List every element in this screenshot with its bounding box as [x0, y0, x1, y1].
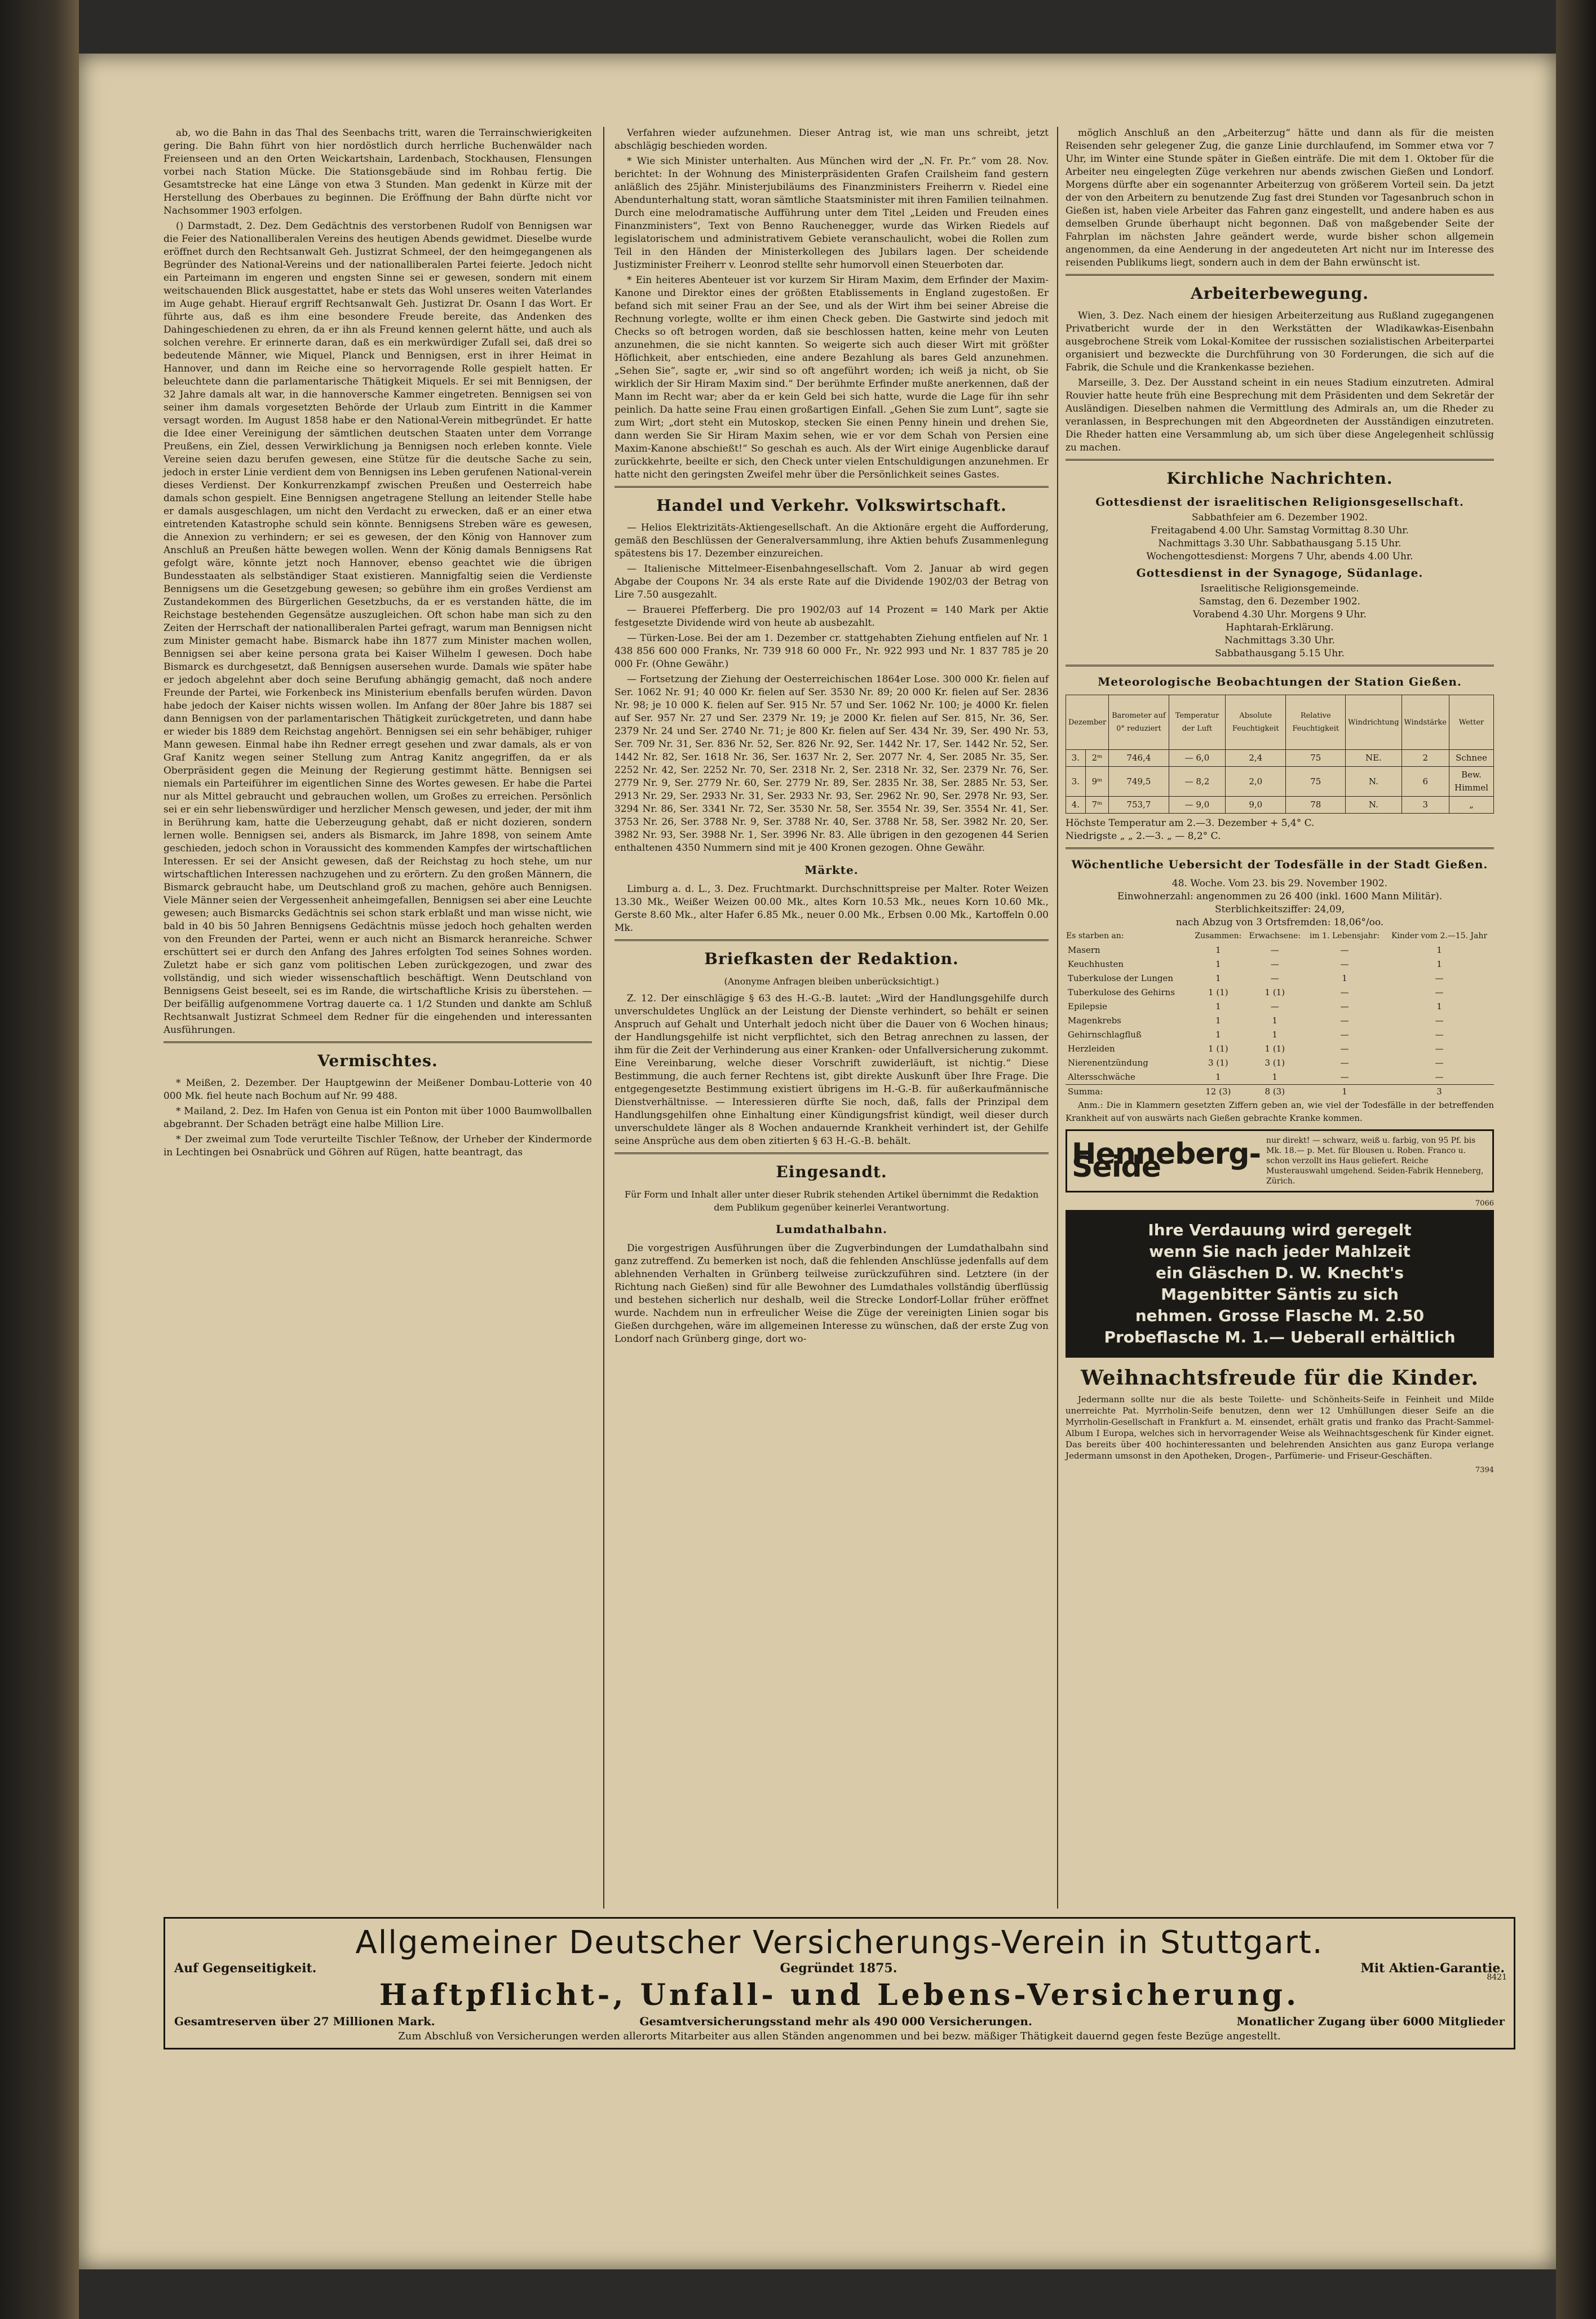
table-row [1066, 1085, 1494, 1099]
table-cell: 749,5 [1109, 767, 1169, 797]
table-cell: — [1435, 987, 1444, 997]
table-header-cell: Zusammen: [1195, 931, 1242, 940]
table-cell: 1 (1) [1265, 987, 1285, 997]
table-cell: — [1340, 987, 1349, 997]
intro-line: Sterblichkeitsziffer: 24,09, [1214, 904, 1345, 915]
henneberg-code: 7066 [1475, 1199, 1494, 1208]
eingesandt-subtitle: Für Form und Inhalt aller unter dieser Rubrik stehenden Artikel übernimmt die Redaktion dem Publikum gegenüber keinerlei Verantwortung. [624, 1189, 1039, 1213]
table-cell: 2ᵐ [1085, 750, 1108, 767]
table-cell: 1 [1215, 959, 1221, 969]
table-cell: 746,4 [1109, 750, 1169, 767]
article-paragraph: * Ein heiteres Abenteuer ist vor kurzem Sir Hiram Maxim, dem Erfinder der Maxim-Kanone und Direktor eines der größten Etablissements in England zugestoßen. Er befand sich mit seiner Frau an der See, und als der Wirt ihm bei seiner Abreise die Rechnung vorlegte, wollte er ihm einen Check geben. Die Gastwirte sind jedoch mit Checks so oft betrogen worden, daß sie beschlossen hatten, keine mehr von Leuten anzunehmen, die sie nicht kannten. So weigerte sich auch dieser Wirt mit größter Höflichkeit, aber entschieden, eine andere Bezahlung als bares Geld anzunehmen. „Sehen Sie“, sagte er, „wir sind so oft angeführt worden; ich weiß ja nicht, ob Sie wirklich der Sir Hiram Maxim sind.“ Der berühmte Erfinder mußte anerkennen, daß der Mann im Recht war; aber da er kein Geld bei sich hatte, wurde die Lage für ihn sehr peinlich. Da hatte seine Frau einen großartigen Einfall. „Gehen Sie zum Lunt“, sagte sie zum Wirt; „dort steht ein Mutoskop, stecken Sie einen Penny hinein und drehen Sie, dann werden Sie Sir Hiram Maxim sehen, wie er vor dem Schah von Persien eine Maxim-Kanone abschießt!“ So geschah es auch. Als der Wirt einige Augenblicke darauf zurückkehrte, beeilte er sich, den Check unter vielen Entschuldigungen anzunehmen. Er hatte nicht den geringsten Zweifel mehr über die Persönlichkeit seines Gastes. [614, 275, 1049, 480]
table-cell: — [1340, 1030, 1349, 1040]
table-cell: 75 [1286, 767, 1346, 797]
table-cell: 3 (1) [1208, 1058, 1228, 1068]
table-cell: 2,4 [1226, 750, 1286, 767]
table-cell: — [1340, 1058, 1349, 1068]
table-cell: Keuchhusten [1068, 959, 1124, 969]
arbeiterbewegung-articles [1066, 310, 1494, 454]
ad-line: nehmen. Grosse Flasche M. 2.50 [1135, 1306, 1425, 1325]
divider [614, 1152, 1049, 1154]
table-cell: 1 (1) [1265, 1044, 1285, 1054]
table-cell: 2,0 [1226, 767, 1286, 797]
todesfaelle-note: Anm.: Die in Klammern gesetzten Ziffern geben an, wie viel der Todesfälle in der betreffenden Krankheit auf von auswärts nach Gießen gebrachte Kranke kommen. [1066, 1100, 1494, 1123]
schedule-line: Samstag, den 6. Dezember 1902. [1199, 596, 1361, 607]
table-header-cell: Kinder vom 2.—15. Jahr [1391, 931, 1488, 940]
table-cell: 1 [1342, 973, 1347, 983]
table-cell: — [1340, 945, 1349, 955]
table-cell: Tuberkulose der Lungen [1068, 973, 1174, 983]
table-cell: — [1340, 959, 1349, 969]
left-page-edge [0, 0, 79, 2319]
table-row [1066, 1014, 1494, 1028]
article-paragraph: — Türken-Lose. Bei der am 1. Dezember cr. stattgehabten Ziehung entfielen auf Nr. 1 438 856 600 000 Franks, Nr. 739 918 60 000 Fr., Nr. 922 993 und Nr. 1 837 785 je 20 000 Fr. (Ohne Gewähr.) [614, 633, 1049, 670]
schedule-line: Nachmittags 3.30 Uhr. Sabbathausgang 5.15 Uhr. [1158, 538, 1402, 549]
table-cell: — [1340, 1044, 1349, 1054]
divider [1066, 847, 1494, 849]
handel-articles [614, 522, 1049, 855]
schedule-line: Israelitische Religionsgemeinde. [1200, 583, 1359, 594]
kirch-schedule-2 [1066, 582, 1494, 660]
table-header-cell: Windrichtung [1346, 695, 1402, 750]
article-paragraph: möglich Anschluß an den „Arbeiterzug“ hätte und dann als für die meisten Reisenden sehr gelegener Zug, die ganze Linie durchlaufend, im Sommer etwa vor 7 Uhr, im Winter eine Stunde später in Gießen einträfe. Die mit dem 1. Oktober für die Arbeiter neu eingelegten Züge verkehren nur abends zwischen Gießen und Londorf. Morgens dürfte aber ein sogenannter Arbeiterzug von größerem Vorteil sein. Da jetzt der von den Arbeitern zu benutzende Zug fast drei Stunden vor Tagesanbruch schon in Gießen ist, haben viele Arbeiter das Fahren ganz eingestellt, und andere haben es aus demselben Grunde überhaupt nicht begonnen. Daß von maßgebender Seite der Fahrplan im nächsten Jahre geändert werde, wurde bisher schon allgemein angenommen, da eine Aenderung in der angedeuteten Art nicht nur im Interesse des reisenden Publikums liegt, sondern auch in dem der Bahn erwünscht ist. [1066, 127, 1494, 268]
article-paragraph: () Darmstadt, 2. Dez. Dem Gedächtnis des verstorbenen Rudolf von Bennigsen war die Feier des Nationalliberalen Vereins des heutigen Abends gewidmet. Dieselbe wurde eröffnet durch den Rechtsanwalt Geh. Justizrat Schmeel, der den heimgegangenen als Begründer des National-Vereins und der nationalliberalen Partei feierte. Jedoch nicht ein Parteimann im engeren und engsten Sinne sei er gewesen, sondern mit einem weitschauenden Blick ausgestattet, habe er stets das Wohl unseres weiten Vaterlandes im Auge gehabt. Hierauf ergriff Rechtsanwalt Geh. Justizrat Dr. Osann I das Wort. Er führte aus, daß es ihm eine besondere Freude bereite, das Andenken des Dahingeschiedenen zu ehren, da er ihn als Freund kennen gelernt hätte, und auch als solchen verehre. Er erinnerte daran, daß es ein merkwürdiger Zufall sei, daß drei so bedeutende Männer, wie Miquel, Planck und Bennigsen, erst in ihrer Heimat in Hannover, und dann im Reiche eine so hervorragende Rolle gespielt hatten. Er beleuchtete dann die parlamentarische Thätigkeit Miquels. Er sei mit Bennigsen, der 32 Jahre damals alt war, in die hannoversche Kammer eingetreten. Bennigsen sei von seiner ihm damals vorgesetzten Behörde der Urlaub zum Eintritt in die Kammer versagt worden. Im August 1858 habe er den National-Verein mitbegründet. Er hatte die Idee einer Vereinigung der sämtlichen deutschen Staaten unter dem Vorrange Preußens, ein Ziel, dessen Verwirklichung ja Bennigsen noch erleben konnte. Viele Vereine seien dazu berufen gewesen, eine Stütze für die deutsche Sache zu sein, jedoch in erster Linie verdient dem von Bennigsen ins Leben gerufenen National-verein dieses Verdienst. Der Konkurrenzkampf zwischen Preußen und Oesterreich habe damals schon gespielt. Eine Bennigsen angetragene Stellung an leitender Stelle habe er damals ausgeschlagen, um nicht den Verdacht zu erwecken, daß er an einer etwa eintretenden Katastrophe schuld sein könnte. Bennigsens Streben wäre es gewesen, die Annexion zu verhindern; er sei es gewesen, der den König von Hannover zum Anschluß an Preußen hätte bewegen wollen. Wenn der König damals Bennigsens Rat gefolgt wäre, könnte jetzt noch Hannover, ebenso geachtet wie die übrigen Bundesstaaten als selbständiger Staat existieren. Mannigfaltig seien die Verdienste Bennigsens um die Gesetzgebung gewesen; so gebühre ihm ein großes Verdienst am Zustandekommen des Bürgerlichen Gesetzbuchs, da er es verstanden hätte, die im Reichstage bestehenden Gegensätze auszugleichen. Oft schon habe man sich zu den Zeiten der Herrschaft der nationalliberalen Partei gefragt, warum man Bennigsen nicht zum Minister gemacht habe. Bismarck habe ihn 1877 zum Minister machen wollen, Bennigsen sei aber keine persona grata bei Kaiser Wilhelm I gewesen. Doch habe Bismarck es durchgesetzt, daß Bennigsen ausersehen wurde. Damals wie später habe er jedoch abgelehnt aber doch seine Berufung abhängig gemacht, daß noch andere Freunde der Partei, wie Forkenbeck ins Ministerium ebenfalls berufen würden. Davon habe jedoch der Kaiser nichts wissen wollen. Im Anfang der 80er Jahre bis 1887 sei dann Bennigsen von der parlamentarischen Thätigkeit zurückgetreten, und dann habe er wieder bis 1889 dem Reichstag angehört. Bennigsen sei ein sehr behäbiger, ruhiger Mann gewesen. Einmal habe ihn Redner erregt gesehen und zwar damals, als er von Graf Kanitz wegen seiner Stellung zum Antrag Kanitz angegriffen, da er als Oberpräsident gegen die Meinung der Regierung gestimmt hätte. Bennigsen sei niemals ein Parteiführer im eigentlichen Sinne des Wortes gewesen. Er habe die Partei nur als Mittel gebraucht und gebrauchen wollen, um Großes zu erreichen. Persönlich sei er ein sehr liebenswürdiger und herzlicher Mensch gewesen, und jeder, der mit ihm in Berührung kam, hatte die Ueberzeugung gehabt, daß er nicht dozieren, sondern lernen wolle. Bennigsen sei, anders als Bismarck, im Jahre 1898, von seinem Amte geschieden, jedoch schon in Voraussicht des kommenden Kampfes der wirtschaftlichen Interessen. Er sei der Ansicht gewesen, daß der Reichstag zu hoch stehe, um nur wirtschaftlichen Interessen nachzugehen und zu erörtern. Zu den großen Männern, die Bismarck gebraucht habe, um Deutschland groß zu machen, gehöre auch Bennigsen. Viele Männer seien der Vergessenheit anheimgefallen, Bennigsen sei aber eine Leuchte gewesen; auch Bismarcks Gedächtnis sei schon stark erblaßt und man wisse nicht, wie bald in 40 bis 50 Jahren Bennigsens Gedächtnis müsse jedoch hoch gehalten werden von den Freunden der Partei, wenn er auch nicht an Bismarck heranreiche. Schwer erschüttert sei er durch den Anfang des Jahres erfolgten Tod seines Sohnes worden. Zuletzt habe er sich ganz vom politischen Leben zurückgezogen, und zwar des vollständig, und sich wieder wissenschaftlich beschäftigt. Wenn Deutschland von Bennigsens Geist beseelt, sei es im Rande, die wirtschaftliche Krisis zu überstehen. — Der beifällig aufgenommene Vortrag dauerte ca. 1 1/2 Stunden und dankte am Schluß Rechtsanwalt Justizrat Schmeel dem Redner für die eingehenden und interessanten Ausführungen. [163, 220, 592, 1036]
column-2 [614, 127, 1049, 1348]
weih-code: 7394 [1475, 1466, 1494, 1474]
insurance-main: Haftpflicht-, Unfall- und Lebens-Versicherung. [379, 1978, 1300, 2012]
schedule-line: Sabbathausgang 5.15 Uhr. [1215, 648, 1345, 659]
table-cell: 6 [1402, 767, 1449, 797]
table-cell: 9ᵐ [1085, 767, 1108, 797]
insurance-center: Gegründet 1875. [780, 1961, 898, 1976]
section-heading-maerkte: Märkte. [804, 863, 859, 877]
table-header-cell: Wetter [1449, 695, 1493, 750]
table-cell: 78 [1286, 797, 1346, 814]
table-cell: Altersschwäche [1068, 1072, 1135, 1082]
table-cell: 1 [1436, 1001, 1442, 1011]
column-divider [1057, 127, 1058, 1909]
table-cell: Schnee [1449, 750, 1493, 767]
table-header-cell: Temperatur der Luft [1169, 695, 1226, 750]
ad-line: Magenbitter Säntis zu sich [1161, 1285, 1399, 1304]
weather-table [1066, 695, 1494, 814]
intro-line: nach Abzug von 3 Ortsfremden: 18,06°/oo. [1175, 917, 1384, 928]
right-page-edge [1556, 0, 1596, 2319]
weather-max: Höchste Temperatur am 2.—3. Dezember + 5,4° C. [1066, 818, 1315, 829]
table-cell: 3 (1) [1265, 1058, 1285, 1068]
table-cell: 753,7 [1109, 797, 1169, 814]
henneberg-ad [1066, 1129, 1494, 1192]
divider [1066, 459, 1494, 461]
kirch-schedule-1 [1066, 511, 1494, 563]
table-header-cell: Relative Feuchtigkeit [1286, 695, 1346, 750]
ad-line: wenn Sie nach jeder Mahlzeit [1149, 1242, 1411, 1261]
table-cell: 1 (1) [1208, 987, 1228, 997]
insurance-subline [174, 1961, 1505, 1976]
table-cell: 1 [1436, 945, 1442, 955]
divider [614, 939, 1049, 941]
article-paragraph: — Brauerei Pfefferberg. Die pro 1902/03 auf 14 Prozent = 140 Mark per Aktie festgesetzte Dividende wird von heute ab ausbezahlt. [614, 604, 1049, 629]
table-row [1066, 1000, 1494, 1014]
todesfaelle-intro [1066, 877, 1494, 929]
column-divider [603, 127, 604, 1909]
table-cell: 1 [1215, 1001, 1221, 1011]
schedule-line: Freitagabend 4.00 Uhr. Samstag Vormittag 8.30 Uhr. [1151, 525, 1409, 536]
article-paragraph: — Fortsetzung der Ziehung der Oesterreichischen 1864er Lose. 300 000 Kr. fielen auf Ser. 1062 Nr. 91; 40 000 Kr. fielen auf Ser. 3530 Nr. 89; 20 000 Kr. fielen auf Ser. 2836 Nr. 98; je 10 000 K. fielen auf Ser. 915 Nr. 57 und Ser. 1062 Nr. 100; je 4000 Kr. fielen auf Ser. 957 Nr. 27 und Ser. 2379 Nr. 19; je 2000 Kr. fielen auf Ser. 815, Nr. 36, Ser. 2379 Nr. 24 und Ser. 2740 Nr. 71; je 800 Kr. fielen auf Ser. 434 Nr. 39, Ser. 490 Nr. 53, Ser. 709 Nr. 31, Ser. 836 Nr. 52, Ser. 826 Nr. 92, Ser. 1442 Nr. 17, Ser. 1442 Nr. 52, Ser. 1442 Nr. 82, Ser. 1618 Nr. 36, Ser. 1637 Nr. 2, Ser. 2077 Nr. 4, Ser. 2085 Nr. 35, Ser. 2252 Nr. 42, Ser. 2252 Nr. 70, Ser. 2318 Nr. 2, Ser. 2318 Nr. 32, Ser. 2379 Nr. 76, Ser. 2779 Nr. 9, Ser. 2779 Nr. 60, Ser. 2779 Nr. 89, Ser. 2835 Nr. 38, Ser. 2885 Nr. 53, Ser. 2913 Nr. 29, Ser. 2933 Nr. 31, Ser. 2933 Nr. 93, Ser. 2962 Nr. 90, Ser. 2978 Nr. 93, Ser. 3294 Nr. 86, Ser. 3341 Nr. 72, Ser. 3530 Nr. 58, Ser. 3554 Nr. 39, Ser. 3554 Nr. 41, Ser. 3753 Nr. 26, Ser. 3788 Nr. 9, Ser. 3788 Nr. 40, Ser. 3788 Nr. 58, Ser. 3982 Nr. 20, Ser. 3982 Nr. 93, Ser. 3988 Nr. 1, Ser. 3996 Nr. 83. Alle übrigen in den gezogenen 44 Serien enthaltenen 4350 Nummern sind mit je 400 Kronen gezogen. Ohne Gewähr. [614, 674, 1049, 854]
table-cell: 75 [1286, 750, 1346, 767]
column-1 [163, 127, 592, 1161]
table-cell: — [1340, 1001, 1349, 1011]
table-cell: Nierenentzündung [1068, 1058, 1148, 1068]
table-cell: — [1435, 1044, 1444, 1054]
table-cell: — 9,0 [1169, 797, 1226, 814]
col3-article [1066, 127, 1494, 270]
table-cell: Masern [1068, 945, 1100, 955]
section-heading-todesfaelle: Wöchentliche Uebersicht der Todesfälle in der Stadt Gießen. [1071, 858, 1488, 871]
table-row [1066, 957, 1494, 971]
table-cell: 1 [1215, 945, 1221, 955]
table-cell: 12 (3) [1191, 1085, 1245, 1099]
table-header-cell: Absolute Feuchtigkeit [1226, 695, 1286, 750]
article-paragraph: * Meißen, 2. Dezember. Der Hauptgewinn der Meißener Dombau-Lotterie von 40 000 Mk. fiel heute nach Bochum auf Nr. 99 488. [163, 1077, 592, 1102]
table-cell: N. [1346, 767, 1402, 797]
table-row [1066, 1056, 1494, 1070]
col2-articles [614, 127, 1049, 482]
schedule-line: Vorabend 4.30 Uhr. Morgens 9 Uhr. [1193, 609, 1367, 620]
intro-line: Einwohnerzahl: angenommen zu 26 400 (inkl. 1600 Mann Militär). [1117, 891, 1443, 902]
table-cell: Summa: [1066, 1085, 1191, 1099]
divider [1066, 665, 1494, 666]
article-paragraph: * Der zweimal zum Tode verurteilte Tischler Teßnow, der Urheber der Kindermorde in Lechtingen bei Osnabrück und Göhren auf Rügen, hatte beantragt, das [163, 1134, 592, 1158]
table-cell: 9,0 [1226, 797, 1286, 814]
ad-line: ein Gläschen D. W. Knecht's [1155, 1264, 1404, 1282]
table-cell: 4. [1066, 797, 1086, 814]
section-heading-meteorologie: Meteorologische Beobachtungen der Station Gießen. [1098, 675, 1462, 688]
section-heading-kirchliche: Kirchliche Nachrichten. [1166, 469, 1393, 488]
maerkte-article: Limburg a. d. L., 3. Dez. Fruchtmarkt. Durchschnittspreise per Malter. Roter Weizen 13.30 Mk., Weißer Weizen 00.00 Mk., altes Korn 10.53 Mk., neues Korn 10.60 Mk., Gerste 8.60 Mk., alter Hafer 6.85 Mk., neuer 0.00 Mk., Erbsen 0.00 Mk., Kartoffeln 0.00 Mk. [614, 884, 1049, 934]
column-3 [1066, 127, 1494, 1477]
table-cell: Epilepsie [1068, 1001, 1107, 1011]
table-cell: 3. [1066, 750, 1086, 767]
insurance-left: Auf Gegenseitigkeit. [174, 1961, 317, 1976]
henneberg-title: Henneberg-Seide [1072, 1137, 1261, 1184]
section-heading-eingesandt: Eingesandt. [776, 1163, 887, 1181]
insurance-fact-2: Gesamtversicherungsstand mehr als 490 000 Versicherungen. [639, 2015, 1032, 2028]
table-cell: 2 [1402, 750, 1449, 767]
kirch-subheading-2: Gottesdienst in der Synagoge, Südanlage. [1136, 566, 1423, 580]
table-cell: — [1340, 1072, 1349, 1082]
table-row [1066, 1042, 1494, 1056]
knecht-magenbitter-ad [1066, 1210, 1494, 1358]
table-cell: NE. [1346, 750, 1402, 767]
ad-line: Probeflasche M. 1.— Ueberall erhältlich [1104, 1328, 1456, 1346]
insurance-fact-3: Monatlicher Zugang über 6000 Mitglieder [1236, 2015, 1505, 2028]
table-cell: Bew. Himmel [1449, 767, 1493, 797]
divider [163, 1041, 592, 1043]
insurance-line: Zum Abschluß von Versicherungen werden allerorts Mitarbeiter aus allen Ständen angenommen und bei bezw. mäßiger Thätigkeit dauernd gegen feste Bezüge angestellt. [398, 2030, 1281, 2042]
table-cell: „ [1449, 797, 1493, 814]
table-cell: — [1270, 959, 1279, 969]
table-header-cell: Dezember [1066, 695, 1109, 750]
table-cell: 1 [1215, 973, 1221, 983]
table-cell: — [1270, 945, 1279, 955]
table-cell: — [1270, 1001, 1279, 1011]
table-header-cell: Es starben an: [1066, 931, 1124, 940]
intro-line: 48. Woche. Vom 23. bis 29. November 1902. [1171, 878, 1388, 889]
table-row [1066, 797, 1494, 814]
table-row [1066, 1028, 1494, 1042]
briefkasten-subtitle: (Anonyme Anfragen bleiben unberücksichtigt.) [724, 976, 939, 987]
insurance-facts [174, 2015, 1505, 2028]
lumdathalbahn-heading: Lumdathalbahn. [775, 1222, 888, 1236]
article-paragraph: * Wie sich Minister unterhalten. Aus München wird der „N. Fr. Pr.“ vom 28. Nov. berichtet: In der Wohnung des Ministerpräsidenten Grafen Crailsheim fand gestern anläßlich des 25jähr. Ministerjubiläums des Finanzministers Freiherrn v. Riedel eine Abendunterhaltung statt, woran sämtliche Staatsminister mit ihren Familien teilnahmen. Durch eine melodramatische Aufführung unter dem Titel „Leiden und Freuden eines Finanzministers“, Text von Benno Rauchenegger, wurde das Wirken Riedels auf legislatorischem und administrativem Gebiete veranschaulicht, wobei die Rollen zum Teil in den Händen der Ministerkollegen des Jubilars lagen. Der scheidende Justizminister Freiherr v. Leonrod stellte sehr humorvoll einen Steuerboten dar. [614, 156, 1049, 271]
kirch-subheading: Gottesdienst der israelitischen Religionsgesellschaft. [1095, 495, 1464, 509]
schedule-line: Nachmittags 3.30 Uhr. [1224, 635, 1336, 646]
section-heading-arbeiterbewegung: Arbeiterbewegung. [1191, 284, 1369, 303]
table-cell: 3 [1385, 1085, 1494, 1099]
article-paragraph: Verfahren wieder aufzunehmen. Dieser Antrag ist, wie man uns schreibt, jetzt abschlägig beschieden worden. [614, 127, 1049, 152]
schedule-line: Sabbathfeier am 6. Dezember 1902. [1191, 512, 1368, 523]
schedule-line: Haphtarah-Erklärung. [1226, 622, 1334, 633]
divider [1066, 274, 1494, 276]
table-row [1066, 986, 1494, 1000]
table-cell: — [1435, 1072, 1444, 1082]
table-cell: 1 [1215, 1015, 1221, 1026]
weihnachtsfreude-article: Jedermann sollte nur die als beste Toilette- und Schönheits-Seife in Feinheit und Milde unerreichte Pat. Myrrholin-Seife benutzen, denn wer 12 Umhüllungen dieser Seife an die Myrrholin-Gesellschaft in Frankfurt a. M. einsendet, erhält gratis und franko das Pracht-Sammel-Album I Europa, welches sich in hervorragender Weise als Weihnachtsgeschenk für Kinder eignet. Das bereits über 400 hochinteressanten und belehrenden Ansichten aus ganz Europa verlange Jedermann umsonst in den Apotheken, Drogen-, Parfümerie- und Friseur-Geschäften. [1066, 1394, 1494, 1461]
table-header-cell: Barometer auf 0° reduziert [1109, 695, 1169, 750]
col1-article [163, 127, 592, 1037]
article-paragraph: Wien, 3. Dez. Nach einem der hiesigen Arbeiterzeitung aus Rußland zugegangenen Privatbericht wurde der in den Werkstätten der Wladikawkas-Eisenbahn ausgebrochene Streik vom Lokal-Komitee der russischen sozialistischen Arbeiterpartei organisiert und bezweckte die Durchführung von 30 Forderungen, die sich auf die Fabrik, die Schule und die Krankenkasse beziehen. [1066, 310, 1494, 373]
table-cell: Tuberkulose des Gehirns [1068, 987, 1175, 997]
table-cell: 1 [1272, 1015, 1278, 1026]
table-cell: 3. [1066, 767, 1086, 797]
henneberg-text: nur direkt! — schwarz, weiß u. farbig, von 95 Pf. bis Mk. 18.— p. Met. für Blousen u. Roben. Franco u. schon verzollt ins Haus geliefert. Reiche Musterauswahl umgehend. Seiden-Fabrik Henneberg, Zürich. [1266, 1136, 1484, 1186]
table-cell: Herzleiden [1068, 1044, 1115, 1054]
table-cell: 1 [1436, 959, 1442, 969]
table-row [1066, 767, 1494, 797]
insurance-code: 8421 [1487, 1973, 1507, 1982]
table-row [1066, 750, 1494, 767]
weather-min: Niedrigste „ „ 2.—3. „ — 8,2° C. [1066, 831, 1221, 842]
table-cell: 1 [1215, 1072, 1221, 1082]
table-cell: 1 (1) [1208, 1044, 1228, 1054]
article-paragraph: * Mailand, 2. Dez. Im Hafen von Genua ist ein Ponton mit über 1000 Baumwollballen abgebrannt. Der Schaden beträgt eine halbe Million Lire. [163, 1106, 592, 1130]
table-row [1066, 1070, 1494, 1085]
article-paragraph: — Italienische Mittelmeer-Eisenbahngesellschaft. Vom 2. Januar ab wird gegen Abgabe der Coupons Nr. 34 als erste Rate auf die Dividende 1902/03 der Betrag von Lire 7.50 ausgezahlt. [614, 563, 1049, 600]
table-cell: 7ᵐ [1085, 797, 1108, 814]
insurance-fact-1: Gesamtreserven über 27 Millionen Mark. [174, 2015, 435, 2028]
table-cell: — [1340, 1015, 1349, 1026]
section-heading-handel: Handel und Verkehr. Volkswirtschaft. [656, 496, 1007, 515]
article-paragraph: Marseille, 3. Dez. Der Ausstand scheint in ein neues Stadium einzutreten. Admiral Rouvier hatte heute früh eine Besprechung mit dem Präsidenten und dem Sekretär der Ausländigen. Dieselben nahmen die Vermittlung des Admirals an, um die Rheder zu veranlassen, in Besprechungen mit den Abgeordneten der Ausständigen einzutreten. Die Rheder hatten eine Versammlung ab, um sich über diese Angelegenheit schlüssig zu machen. [1066, 377, 1494, 453]
table-cell: — [1270, 973, 1279, 983]
article-paragraph: — Helios Elektrizitäts-Aktiengesellschaft. An die Aktionäre ergeht die Aufforderung, gemäß den Beschlüssen der Generalversammlung, ihre Aktien behufs Zusammenlegung spätestens bis 17. Dezember einzureichen. [614, 522, 1049, 559]
table-row [1066, 971, 1494, 986]
table-cell: Magenkrebs [1068, 1015, 1121, 1026]
insurance-title: Allgemeiner Deutscher Versicherungs-Verein in Stuttgart. [355, 1924, 1324, 1961]
ad-line: Ihre Verdauung wird geregelt [1148, 1221, 1412, 1239]
table-cell: 1 [1272, 1030, 1278, 1040]
article-paragraph: ab, wo die Bahn in das Thal des Seenbachs tritt, waren die Terrainschwierigkeiten gering. Die Bahn führt von hier nordöstlich durch herrliche Buchenwälder nach Freienseen und an den Orten Weickartshain, Lardenbach, Stockhausen, Flensungen vorbei nach Station Mücke. Die Stationsgebäude sind im Rohbau fertig. Die Gesamtstrecke hat eine Länge von etwa 3 Stunden. Man gedenkt in Kürze mit der Herstellung des Oberbaues zu beginnen. Die Eröffnung der Bahn dürfte nicht vor Nachsommer 1903 erfolgen. [163, 127, 592, 217]
table-cell: 1 [1215, 1030, 1221, 1040]
table-cell: 1 [1305, 1085, 1385, 1099]
table-cell: 1 [1272, 1072, 1278, 1082]
table-cell: Gehirnschlagfluß [1068, 1030, 1142, 1040]
table-cell: — [1435, 1015, 1444, 1026]
table-cell: 3 [1402, 797, 1449, 814]
table-cell: — [1435, 1058, 1444, 1068]
table-cell: — 6,0 [1169, 750, 1226, 767]
schedule-line: Wochengottesdienst: Morgens 7 Uhr, abends 4.00 Uhr. [1146, 551, 1413, 562]
briefkasten-article: Z. 12. Der einschlägige § 63 des H.-G.-B. lautet: „Wird der Handlungsgehilfe durch unverschuldetes Unglück an der Leistung der Dienste verhindert, so behält er seinen Anspruch auf Gehalt und Unterhalt jedoch nicht über die Dauer von 6 Wochen hinaus; der Handlungsgehilfe ist nicht verpflichtet, sich den Betrag anrechnen zu lassen, der ihm für die Zeit der Verhinderung aus einer Kranken- oder Unfallversicherung zukommt. Eine Vereinbarung, welche dieser Vorschrift zuwiderläuft, ist nichtig.“ Diese Bestimmung, die auch ferner Rechtens ist, gibt direkte Auskunft über Ihre Frage. Die entgegengesetzte Bestimmung existiert übrigens im H.-G.-B. für außerkaufmännische Dienstverhältnisse. — Interessieren dürfte Sie noch, daß, falls der Prinzipal dem Handlungsgehilfen ohne Einhaltung einer Kündigungsfrist kündigt, weil dieser durch unverschuldete länger als 8 Wochen andauernde Krankheit verhindert ist, der Gehilfe seine Ansprüche aus dem oben zitierten § 63 H.-G.-B. behält. [614, 993, 1049, 1147]
section-heading-vermischtes: Vermischtes. [317, 1052, 438, 1070]
table-header-cell: im 1. Lebensjahr: [1309, 931, 1380, 940]
divider [614, 486, 1049, 488]
table-cell: — 8,2 [1169, 767, 1226, 797]
death-table [1066, 929, 1494, 1099]
table-cell: N. [1346, 797, 1402, 814]
vermischtes-articles [163, 1077, 592, 1159]
insurance-right: Mit Aktien-Garantie. [1360, 1961, 1505, 1976]
section-heading-weihnachtsfreude: Weihnachtsfreude für die Kinder. [1081, 1366, 1479, 1390]
table-header-cell: Windstärke [1402, 695, 1449, 750]
insurance-ad [163, 1917, 1515, 2049]
table-cell: — [1435, 973, 1444, 983]
lumdathalbahn-article: Die vorgestrigen Ausführungen über die Zugverbindungen der Lumdathalbahn sind ganz zutreffend. Zu bemerken ist noch, daß die fehlenden Anschlüsse jedenfalls auf dem ablehnenden Verhalten in Grünberg teilweise zurückzuführen sind. Letztere (in der Richtung nach Gießen) sind für alle Bewohner des Lumdathales vollständig überflüssig und bestehen sicherlich nur deshalb, weil die Strecke Londorf-Lollar früher eröffnet wurde. Nachdem nun in erfreulicher Weise die Züge der vereinigten Linien sogar bis Gießen durchgehen, wäre im allgemeinen Interesse zu wünschen, daß der erste Zug von Londorf nach Grünberg ginge, dort wo- [614, 1243, 1049, 1345]
section-heading-briefkasten: Briefkasten der Redaktion. [704, 949, 959, 968]
table-row [1066, 943, 1494, 957]
table-cell: 8 (3) [1245, 1085, 1305, 1099]
table-header-cell: Erwachsene: [1249, 931, 1301, 940]
table-cell: — [1435, 1030, 1444, 1040]
